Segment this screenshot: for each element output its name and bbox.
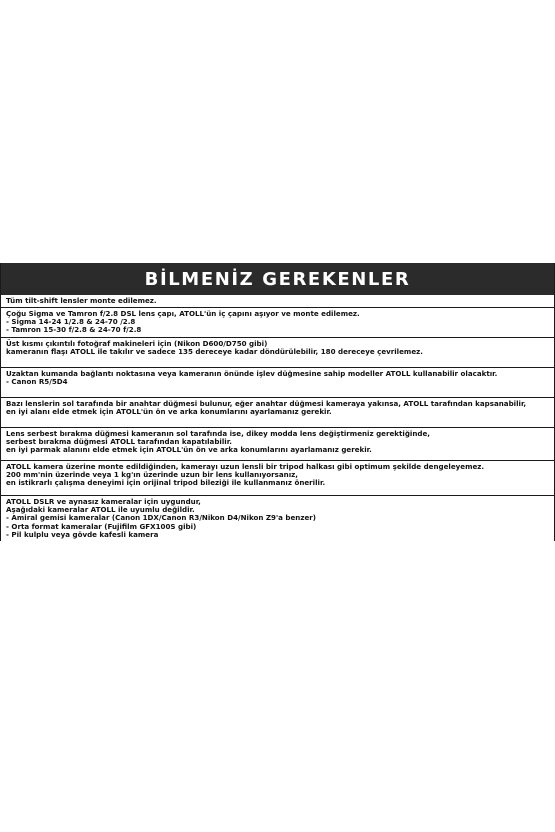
info-row	[1, 308, 554, 338]
info-row	[1, 496, 554, 541]
info-row	[1, 368, 554, 398]
info-row-line: 200 mm'nin üzerinde veya 1 kg'ın üzerinde uzun bir lens kullanıyorsanız,	[6, 470, 298, 480]
info-row-line: en iyi alanı elde etmek için ATOLL'ün ön ve arka konumlarını ayarlamanız gerekir.	[6, 407, 332, 417]
panel-header	[1, 263, 554, 295]
info-row	[1, 428, 554, 461]
info-row-line: en iyi parmak alanını elde etmek için ATOLL'ün ön ve arka konumlarını ayarlamanız gerekir.	[6, 445, 372, 455]
info-panel	[0, 263, 555, 541]
info-row-line: Çoğu Sigma ve Tamron f/2.8 DSL lens çapı, ATOLL'ün iç çapını aşıyor ve monte edilemez.	[6, 309, 360, 318]
info-row-line: - Sigma 14-24 1/2.8 & 24-70 /2.8	[6, 317, 136, 327]
info-row-line: kameranın flaşı ATOLL ile takılır ve sadece 135 dereceye kadar döndürülebilir, 180 dereceye çevrilemez.	[6, 347, 423, 357]
info-row-line: en istikrarlı çalışma deneyimi için orijinal tripod bileziği ile kullanmanız önerilir.	[6, 478, 326, 488]
info-row-line: serbest bırakma düğmesi ATOLL tarafından kapatılabilir.	[6, 437, 232, 447]
info-row-line: - Canon R5/5D4	[6, 377, 68, 387]
info-row	[1, 398, 554, 428]
info-row	[1, 295, 554, 308]
info-row	[1, 338, 554, 368]
info-row-line: Lens serbest bırakma düğmesi kameranın sol tarafında ise, dikey modda lens değiştirmeniz gerektiğinde,	[6, 429, 430, 438]
info-row-line: Bazı lenslerin sol tarafında bir anahtar düğmesi bulunur, eğer anahtar düğmesi kameraya yakınsa, ATOLL tarafından kapsanabilir,	[6, 399, 527, 408]
info-row-line: - Amiral gemisi kameralar (Canon 1DX/Canon R3/Nikon D4/Nikon Z9'a benzer)	[6, 513, 317, 523]
info-row-line: ATOLL kamera üzerine monte edildiğinden, kamerayı uzun lensli bir tripod halkası gibi optimum şekilde dengeleyemez.	[6, 462, 485, 471]
info-row	[1, 461, 554, 496]
info-row-line: Tüm tilt-shift lensler monte edilemez.	[6, 296, 157, 305]
info-row-line: - Tamron 15-30 f/2.8 & 24-70 f/2.8	[6, 325, 142, 335]
info-rows	[1, 295, 554, 541]
panel-title: BİLMENİZ GEREKENLER	[144, 268, 411, 290]
info-row-line: Üst kısmı çıkıntılı fotoğraf makineleri için (Nikon D600/D750 gibi)	[6, 339, 268, 348]
info-row-line: - Orta format kameralar (Fujifilm GFX100S gibi)	[6, 521, 197, 531]
info-row-line: Aşağıdaki kameralar ATOLL ile uyumlu değildir.	[6, 505, 195, 515]
info-row-line: Uzaktan kumanda bağlantı noktasına veya kameranın önünde işlev düğmesine sahip modeller ATOLL kullanabilir olacaktır.	[6, 369, 498, 378]
info-row-line: ATOLL DSLR ve aynasız kameralar için uygundur,	[6, 497, 201, 506]
info-row-line: - Pil kulplu veya gövde kafesli kamera	[6, 529, 159, 539]
